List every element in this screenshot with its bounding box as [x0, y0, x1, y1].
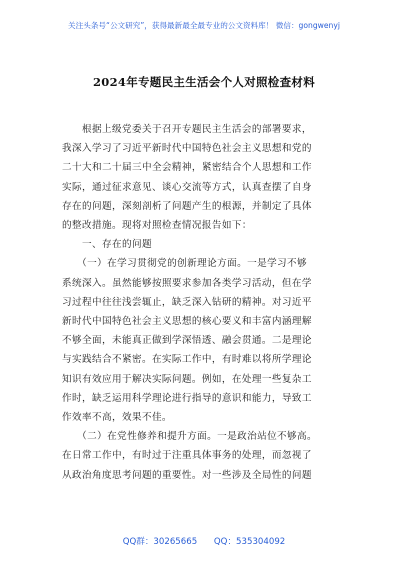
body-line: 存在的问题，深刻剖析了问题产生的根源，并制定了具体: [62, 200, 312, 212]
qq-group-text: QQ群：30265665: [122, 537, 198, 547]
body-line: 根据上级党委关于召开专题民主生活会的部署要求，: [62, 124, 312, 135]
body-line: （一）在学习贯彻党的创新理论方面。一是学习不够: [62, 258, 308, 270]
body-line: （二）在党性修养和提升方面。一是政治站位不够高。: [62, 431, 318, 443]
body-line: 从政治角度思考问题的重要性。对一些涉及全局性的问题: [62, 469, 312, 481]
document-title: 2024年专题民主生活会个人对照检查材料: [92, 75, 315, 89]
promo-banner: 关注头条号“公文研究”，获得最新最全最专业的公文资料库！ 微信：gongwenyj: [68, 21, 340, 30]
qq-number-text: QQ：535304092: [213, 537, 286, 547]
document-body: [62, 120, 346, 485]
body-line: 实际，通过征求意见、谈心交流等方式，认真查摆了自身: [62, 181, 312, 193]
body-line: 作效率不高，效果不佳。: [62, 412, 172, 424]
body-line: 作时，缺乏运用科学理论进行指导的意识和能力，导致工: [62, 392, 312, 404]
body-line: 系统深入。虽然能够按照要求参加各类学习活动，但在学: [62, 277, 312, 289]
section-heading: 一、存在的问题: [62, 239, 152, 251]
body-line: 在日常工作中，有时过于注重具体事务的处理，而忽视了: [62, 450, 312, 462]
body-line: 我深入学习了习近平新时代中国特色社会主义思想和党的: [62, 143, 312, 155]
contact-footer: [0, 535, 408, 547]
body-line: 二十大和二十届三中全会精神，紧密结合个人思想和工作: [62, 162, 312, 174]
body-line: 与实践结合不紧密。在实际工作中，有时难以将所学理论: [62, 354, 312, 366]
body-line: 习过程中往往浅尝辄止，缺乏深入钻研的精神。对习近平: [62, 296, 312, 308]
body-line: 新时代中国特色社会主义思想的核心要义和丰富内涵理解: [62, 316, 312, 328]
body-line: 知识有效应用于解决实际问题。例如，在处理一些复杂工: [62, 373, 312, 385]
body-line: 不够全面，未能真正做到学深悟透、融会贯通。二是理论: [62, 335, 312, 347]
body-line: 的整改措施。现将对照检查情况报告如下：: [62, 220, 252, 232]
